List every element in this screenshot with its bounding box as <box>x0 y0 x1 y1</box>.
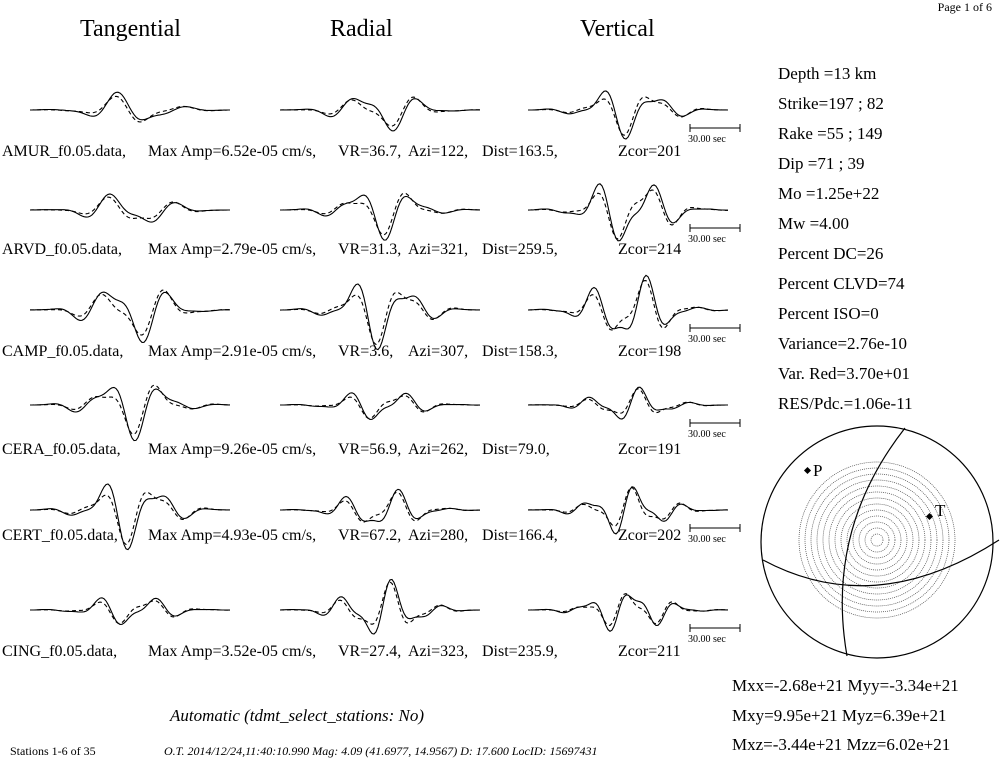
tangential-title: Tangential <box>80 16 181 42</box>
nodal-plane-1 <box>842 428 905 656</box>
max-amp: Max Amp=4.93e-05 cm/s, <box>148 527 317 544</box>
depth-value: Depth =13 km <box>778 64 877 83</box>
synthetic-trace <box>528 190 728 239</box>
beachball-fill-ring <box>835 498 919 582</box>
synthetic-trace <box>280 396 480 419</box>
synthetic-trace <box>30 601 230 624</box>
observed-trace <box>280 195 480 240</box>
station-name: CERT_f0.05.data, <box>2 527 118 544</box>
moment-tensor-row-2: Mxy=9.95e+21 Myz=6.39e+21 <box>732 706 947 725</box>
synthetic-trace <box>30 290 230 335</box>
observed-trace <box>30 92 230 120</box>
variance-reduction: VR=56.9, <box>338 441 402 458</box>
station-name: CERA_f0.05.data, <box>2 441 121 458</box>
station-info-line <box>2 643 702 663</box>
observed-trace <box>30 292 230 342</box>
synthetic-trace <box>280 97 480 126</box>
scale-bar-label: 30.00 sec <box>688 534 726 545</box>
synthetic-trace <box>280 492 480 522</box>
max-amp: Max Amp=2.91e-05 cm/s, <box>148 343 317 360</box>
station-info-line <box>2 343 702 363</box>
percent-dc-value: Percent DC=26 <box>778 244 884 263</box>
p-axis-label: P <box>813 461 823 480</box>
observed-trace <box>280 489 480 521</box>
azimuth: Azi=323, <box>408 643 469 660</box>
moment-tensor-row-1: Mxx=-2.68e+21 Myy=-3.34e+21 <box>732 676 959 695</box>
observed-trace <box>528 275 728 329</box>
synthetic-trace <box>280 292 480 344</box>
station-info-line <box>2 143 702 163</box>
beachball-fill-ring <box>859 522 895 558</box>
t-axis-label: T <box>935 501 946 520</box>
observed-trace <box>280 99 480 131</box>
synthetic-trace <box>30 385 230 434</box>
distance: Dist=163.5, <box>482 143 558 160</box>
azimuth: Azi=307, <box>408 343 469 360</box>
scale-bar-label: 30.00 sec <box>688 334 726 345</box>
scale-bar-label: 30.00 sec <box>688 429 726 440</box>
station-name: CAMP_f0.05.data, <box>2 343 124 360</box>
observed-trace <box>528 387 728 419</box>
synthetic-trace <box>528 97 728 135</box>
station-name: ARVD_f0.05.data, <box>2 241 123 258</box>
p-axis-marker <box>804 467 811 474</box>
station-name: CING_f0.05.data, <box>2 643 118 660</box>
beachball-fill-ring <box>841 504 913 576</box>
azimuth: Azi=321, <box>408 241 469 258</box>
variance-reduction: VR=31.3, <box>338 241 402 258</box>
observed-trace <box>280 580 480 635</box>
page-number: Page 1 of 6 <box>937 0 992 14</box>
beachball-fill-ring <box>799 462 955 618</box>
station-info-line <box>2 527 702 547</box>
zcor: Zcor=214 <box>618 241 682 258</box>
variance-reduction: VR=3.6, <box>338 343 394 360</box>
mo-value: Mo =1.25e+22 <box>778 184 880 203</box>
rake-value: Rake =55 ; 149 <box>778 124 883 143</box>
strike-value: Strike=197 ; 82 <box>778 94 884 113</box>
zcor: Zcor=198 <box>618 343 682 360</box>
azimuth: Azi=122, <box>408 143 469 160</box>
focal-mechanism-beachball <box>755 420 1000 665</box>
synthetic-trace <box>528 594 728 626</box>
variance-value: Variance=2.76e-10 <box>778 334 908 353</box>
scale-bar-label: 30.00 sec <box>688 234 726 245</box>
res-pdc-value: RES/Pdc.=1.06e-11 <box>778 394 913 413</box>
synthetic-trace <box>30 197 230 218</box>
beachball-fill-ring <box>853 516 901 564</box>
distance: Dist=235.9, <box>482 643 558 660</box>
station-range: Stations 1-6 of 35 <box>10 744 96 758</box>
variance-reduction: VR=27.4, <box>338 643 402 660</box>
max-amp: Max Amp=6.52e-05 cm/s, <box>148 143 317 160</box>
distance: Dist=79.0, <box>482 441 550 458</box>
var-red-value: Var. Red=3.70e+01 <box>778 364 911 383</box>
station-info-line <box>2 241 702 261</box>
station-name: AMUR_f0.05.data, <box>2 143 126 160</box>
max-amp: Max Amp=2.79e-05 cm/s, <box>148 241 317 258</box>
synthetic-trace <box>528 487 728 526</box>
origin-info: O.T. 2014/12/24,11:40:10.990 Mag: 4.09 (41.6977, 14.9567) D: 17.600 LocID: 15697431 <box>164 744 598 758</box>
synthetic-trace <box>280 193 480 235</box>
beachball-fill-ring <box>805 468 949 612</box>
t-axis-marker <box>926 513 933 520</box>
azimuth: Azi=262, <box>408 441 469 458</box>
automatic-note: Automatic (tdmt_select_stations: No) <box>170 706 425 725</box>
max-amp: Max Amp=3.52e-05 cm/s, <box>148 643 317 660</box>
beachball-fill-ring <box>823 486 931 594</box>
station-info-line <box>2 441 702 461</box>
synthetic-trace <box>528 281 728 330</box>
max-amp: Max Amp=9.26e-05 cm/s, <box>148 441 317 458</box>
distance: Dist=259.5, <box>482 241 558 258</box>
zcor: Zcor=211 <box>618 643 681 660</box>
mw-value: Mw =4.00 <box>778 214 849 233</box>
scale-bar-label: 30.00 sec <box>688 634 726 645</box>
dip-value: Dip =71 ; 39 <box>778 154 865 173</box>
observed-trace <box>528 184 728 241</box>
distance: Dist=166.4, <box>482 527 558 544</box>
variance-reduction: VR=36.7, <box>338 143 402 160</box>
beachball-fill-ring <box>871 534 883 546</box>
radial-title: Radial <box>330 16 393 42</box>
percent-iso-value: Percent ISO=0 <box>778 304 879 323</box>
distance: Dist=158.3, <box>482 343 558 360</box>
percent-clvd-value: Percent CLVD=74 <box>778 274 905 293</box>
beachball-outline <box>761 426 993 658</box>
variance-reduction: VR=67.2, <box>338 527 402 544</box>
zcor: Zcor=202 <box>618 527 682 544</box>
observed-trace <box>30 387 230 440</box>
zcor: Zcor=191 <box>618 441 682 458</box>
vertical-title: Vertical <box>580 16 655 42</box>
beachball-fill-ring <box>865 528 889 552</box>
moment-tensor-row-3: Mxz=-3.44e+21 Mzz=6.02e+21 <box>732 735 951 754</box>
zcor: Zcor=201 <box>618 143 682 160</box>
azimuth: Azi=280, <box>408 527 469 544</box>
scale-bar-label: 30.00 sec <box>688 134 726 145</box>
beachball-fill-ring <box>811 474 943 606</box>
nodal-plane-2 <box>763 540 999 586</box>
observed-trace <box>528 595 728 631</box>
